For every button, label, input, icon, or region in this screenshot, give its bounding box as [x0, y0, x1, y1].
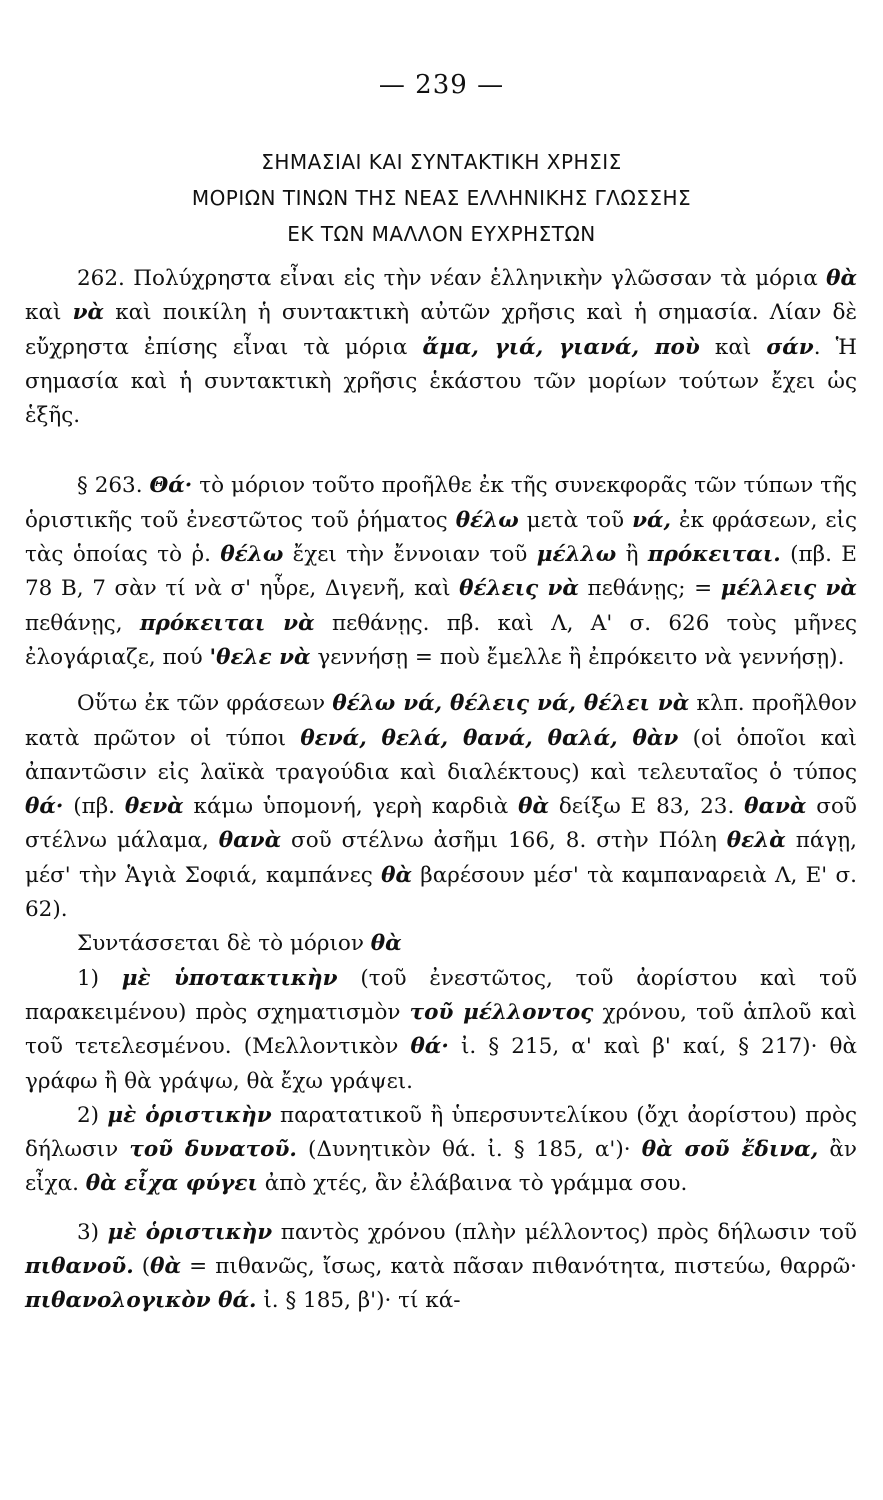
emphasis-run: πρόκειται νὰ: [139, 610, 315, 636]
emphasis-run: τοῦ μέλλοντος: [409, 999, 594, 1025]
page-number: — 239 —: [378, 70, 505, 100]
text-run: (Δυνητικὸν θά. ἰ. § 185, α')·: [296, 1137, 642, 1163]
text-run: (οἱ ὁποῖοι καὶ ἀπαντῶσιν εἰς λαϊκὰ τραγούδια καὶ διαλέκτους) καὶ τελευταῖος ὁ τύπος: [25, 725, 857, 785]
text-run: ἐκ φράσεων, εἰς τὰς ὁποίας τὸ ῥ.: [25, 507, 858, 568]
paragraph-syntassetai: [25, 927, 857, 961]
text-run: γεννήσῃ = ποὺ ἔμελλε ἢ ἐπρόκειτο νὰ γεννήσῃ).: [310, 644, 845, 670]
text-run: Οὕτω ἐκ τῶν φράσεων: [77, 691, 333, 717]
text-run: (πβ.: [63, 794, 125, 820]
emphasis-run: θέλω: [220, 542, 284, 568]
text-run: 1): [77, 965, 122, 991]
text-run: τὸ μόριον τοῦτο προῆλθε ἐκ τῆς συνεκφορᾶς τῶν τύπων τῆς ὁριστικῆς τοῦ ἐνεστῶτος τοῦ ῥήματος: [25, 473, 857, 533]
text-run: καὶ: [25, 300, 73, 326]
emphasis-run: ἄμα, γιά, γιανά, ποὺ: [422, 334, 700, 360]
paragraph-outo: [25, 687, 857, 927]
emphasis-run: μὲ ὁριστικὴν: [107, 1102, 272, 1128]
text-run: κλπ. προῆλθον κατὰ πρῶτον οἱ τύποι: [25, 691, 857, 751]
text-run: ἰ. § 215, α' καὶ β' καί, § 217)· θὰ γράφω ἢ θὰ γράψω, θὰ ἔχω γράψει.: [25, 1034, 858, 1094]
emphasis-run: θελὰ: [726, 828, 786, 854]
text-run: μετὰ τοῦ: [518, 507, 633, 533]
text-run: = πιθανῶς, ἴσως, κατὰ πᾶσαν πιθανότητα, πιστεύω, θαρρῶ·: [181, 1254, 857, 1280]
text-run: ἂν εἶχα.: [25, 1137, 858, 1197]
emphasis-run: θὰ: [370, 931, 402, 957]
text-run: πάγῃ, μέσ' τὴν Ἁγιὰ Σοφιά, καμπάνες: [25, 828, 857, 888]
emphasis-run: θενὰ: [124, 794, 184, 820]
text-run: 3): [77, 1219, 108, 1245]
paragraph-item-3: [25, 1216, 857, 1319]
text-run: ἀπὸ χτές, ἂν ἐλάβαινα τὸ γράμμα σου.: [257, 1171, 688, 1197]
section-heading-line-2: ΜΟΡΙΩΝ ΤΙΝΩΝ ΤΗΣ ΝΕΑΣ ΕΛΛΗΝΙΚΗΣ ΓΛΩΣΣΗΣ: [191, 186, 692, 210]
body-text: [25, 262, 857, 1319]
text-run: σοῦ στέλνω ἀσῆμι 166, 8. στὴν Πόλη: [281, 828, 727, 854]
emphasis-run: θά·: [410, 1034, 449, 1060]
emphasis-run: νά,: [632, 507, 672, 533]
text-run: 262. Πολύχρηστα εἶναι εἰς τὴν νέαν ἑλληνικὴν γλῶσσαν τὰ μόρια: [77, 266, 827, 291]
emphasis-run: πιθανολογικὸν θά.: [25, 1288, 257, 1314]
emphasis-run: θέλω: [455, 507, 519, 533]
emphasis-run: θέλω νά, θέλεις νά, θέλει νὰ: [332, 691, 690, 717]
text-run: σοῦ στέλνω μάλαμα,: [25, 794, 858, 854]
emphasis-run: μέλλεις νὰ: [720, 576, 857, 602]
text-run: 2): [77, 1102, 108, 1128]
text-run: πεθάνῃς. πβ. καὶ Λ, Α' σ. 626 τοὺς μῆνες ἐλογάριαζε, πού: [25, 610, 858, 670]
text-run: ἢ: [616, 542, 648, 568]
text-run: παρατατικοῦ ἢ ὑπερσυντελίκου (ὄχι ἀορίστου) πρὸς δήλωσιν: [25, 1102, 857, 1163]
emphasis-run: μέλλω: [536, 542, 617, 568]
text-run: παντὸς χρόνου (πλὴν μέλλοντος) πρὸς δήλωσιν τοῦ: [272, 1219, 858, 1245]
emphasis-run: θενά, θελά, θανά, θαλά, θὰν: [300, 725, 679, 751]
text-run: ἔχει τὴν ἔννοιαν τοῦ: [283, 542, 537, 568]
paragraph-item-2: [25, 1099, 857, 1202]
emphasis-run: σάν: [766, 334, 814, 360]
paragraph-263: [25, 469, 857, 675]
emphasis-run: Θά·: [149, 473, 193, 499]
paragraph-item-1: [25, 962, 857, 1099]
text-run: Συντάσσεται δὲ τὸ μόριον: [77, 931, 371, 957]
emphasis-run: θὰ σοῦ ἔδινα,: [641, 1137, 819, 1163]
emphasis-run: πρόκειται.: [647, 542, 781, 568]
text-run: ἰ. § 185, β')· τί κά-: [256, 1288, 461, 1314]
emphasis-run: μὲ ὑποτακτικὴν: [121, 965, 338, 991]
text-run: χρόνου, τοῦ ἁπλοῦ καὶ τοῦ τετελεσμένου. (Μελλοντικὸν: [25, 999, 857, 1060]
emphasis-run: μὲ ὁριστικὴν: [107, 1219, 273, 1245]
emphasis-run: θὰ εἶχα φύγει: [85, 1171, 258, 1197]
text-run: . Ἡ σημασία καὶ ἡ συντακτικὴ χρῆσις ἑκάστου τῶν μορίων τούτων ἔχει ὡς ἑξῆς.: [25, 334, 857, 429]
emphasis-run: θέλεις νὰ: [459, 576, 579, 602]
emphasis-run: θὰ: [150, 1254, 182, 1280]
text-run: καὶ: [699, 334, 767, 360]
text-run: βαρέσουν μέσ' τὰ καμπαναρειὰ Λ, Ε' σ. 62).: [25, 862, 857, 923]
text-run: δείξω Ε 83, 23.: [549, 794, 745, 820]
text-run: § 263.: [77, 473, 150, 499]
text-run: κάμω ὑπομονή, γερὴ καρδιὰ: [183, 794, 519, 820]
text-run: πεθάνῃς,: [25, 610, 140, 636]
emphasis-run: θὰ: [826, 266, 857, 291]
section-heading-line-1: ΣΗΜΑΣΙΑΙ ΚΑΙ ΣΥΝΤΑΚΤΙΚΗ ΧΡΗΣΙΣ: [261, 150, 622, 174]
emphasis-run: θὰ: [518, 794, 550, 820]
emphasis-run: πιθανοῦ.: [25, 1254, 134, 1280]
text-run: καὶ ποικίλη ἡ συντακτικὴ αὐτῶν χρῆσις καὶ ἡ σημασία. Λίαν δὲ εὔχρηστα ἐπίσης εἶναι τὰ μόρια: [25, 300, 857, 360]
emphasis-run: θανὰ: [218, 828, 282, 854]
emphasis-run: θανὰ: [744, 794, 807, 820]
text-run: πεθάνῃς; =: [578, 576, 721, 602]
paragraph-262: [25, 262, 857, 433]
emphasis-run: θά·: [25, 794, 64, 820]
section-heading-line-3: ΕΚ ΤΩΝ ΜΑΛΛΟΝ ΕΥΧΡΗΣΤΩΝ: [287, 222, 596, 246]
emphasis-run: τοῦ δυνατοῦ.: [129, 1137, 297, 1163]
text-run: (: [133, 1254, 151, 1280]
text-run: (πβ. Ε 78 Β, 7 σὰν τί νὰ σ' ηὗρε, Διγενῆ, καὶ: [25, 542, 857, 602]
emphasis-run: νὰ: [72, 300, 105, 326]
emphasis-run: θὰ: [381, 862, 413, 888]
text-run: (τοῦ ἐνεστῶτος, τοῦ ἀορίστου καὶ τοῦ παρακειμένου) πρὸς σχηματισμὸν: [25, 965, 858, 1025]
emphasis-run: 'θελε νὰ: [209, 644, 311, 670]
